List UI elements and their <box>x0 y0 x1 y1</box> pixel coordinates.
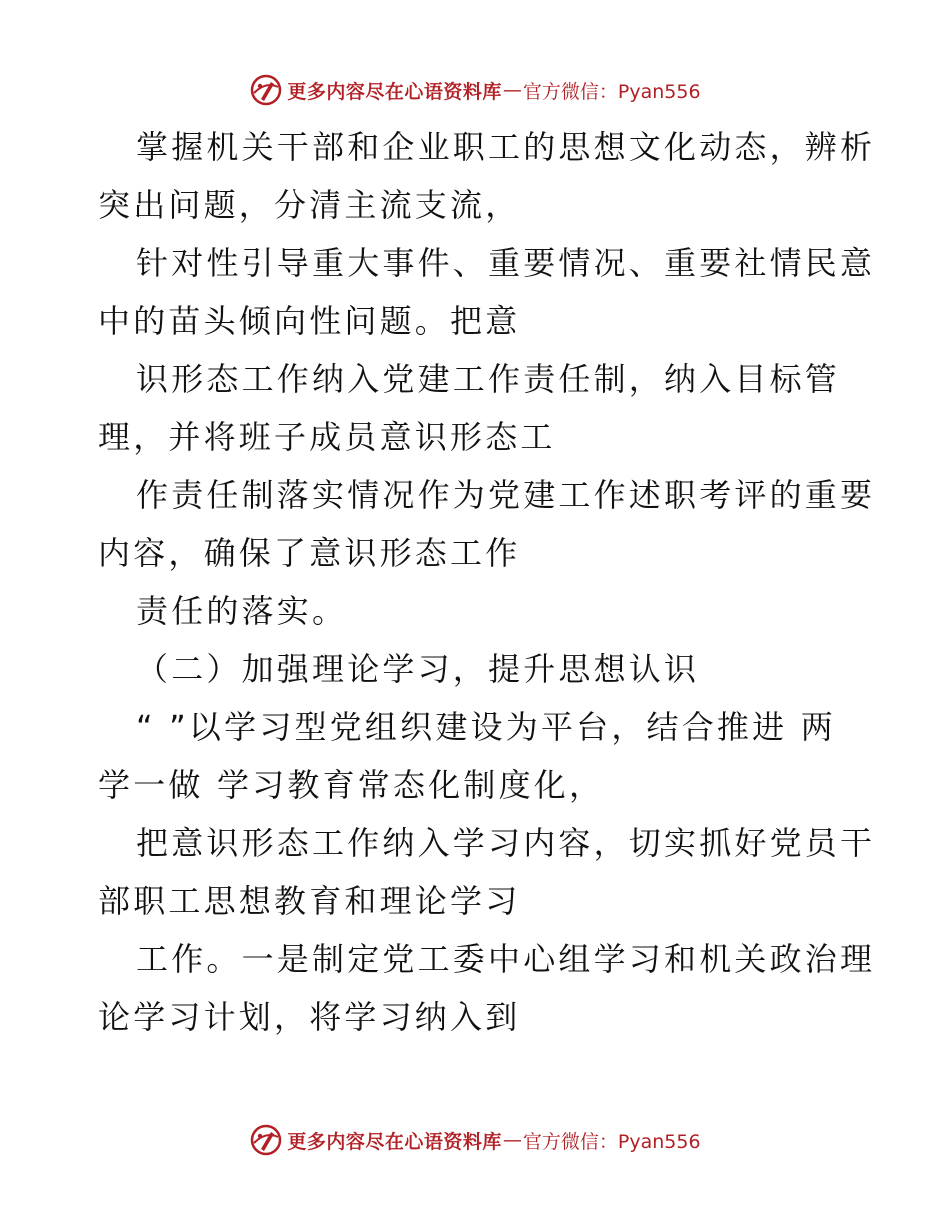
text-line: 理，并将班子成员意识形态工 <box>98 418 556 456</box>
text-line: 中的苗头倾向性问题。把意 <box>98 302 521 340</box>
footer-banner <box>0 1120 950 1160</box>
text-line: 责任的落实。 <box>136 592 348 630</box>
banner-title: 更多内容尽在心语资料库 <box>287 1130 502 1153</box>
banner-separator: — <box>502 1129 522 1151</box>
text-line: 把意识形态工作纳入学习内容，切实抓好党员干 <box>136 824 876 862</box>
text-line: 内容，确保了意识形态工作 <box>98 534 521 572</box>
text-line: 作责任制落实情况作为党建工作述职考评的重要 <box>136 476 876 514</box>
header-banner <box>0 70 950 110</box>
pen-logo-icon <box>249 1123 283 1157</box>
banner-separator: — <box>502 79 522 101</box>
text-line: 部职工思想教育和理论学习 <box>98 882 521 920</box>
text-line: 掌握机关干部和企业职工的思想文化动态，辨析 <box>136 128 876 166</box>
pen-logo-icon <box>249 73 283 107</box>
section-heading: （二）加强理论学习，提升思想认识 <box>136 650 700 688</box>
document-body <box>98 118 876 1046</box>
banner-wechat: 官方微信：Pyan556 <box>522 1130 701 1153</box>
banner-wechat: 官方微信：Pyan556 <box>522 80 701 103</box>
text-line: 论学习计划，将学习纳入到 <box>98 998 521 1036</box>
text-line: 针对性引导重大事件、重要情况、重要社情民意 <box>136 244 876 282</box>
text-line: 识形态工作纳入党建工作责任制，纳入目标管 <box>136 360 841 398</box>
text-line: “ ”以学习型党组织建设为平台，结合推进 两 <box>136 708 836 746</box>
banner-title: 更多内容尽在心语资料库 <box>287 80 502 103</box>
text-line: 工作。一是制定党工委中心组学习和机关政治理 <box>136 940 876 978</box>
text-line: 学一做 学习教育常态化制度化， <box>98 766 605 804</box>
text-line: 突出问题，分清主流支流， <box>98 186 521 224</box>
